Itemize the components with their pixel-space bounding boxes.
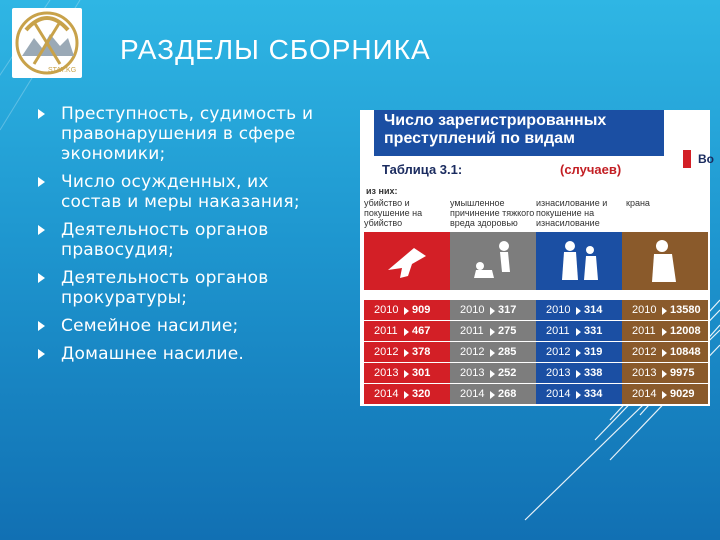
- table-row: [364, 384, 450, 404]
- row-arrow-icon: [662, 370, 667, 378]
- row-value: 317: [498, 304, 517, 316]
- row-value: 252: [498, 367, 517, 379]
- row-year: 2011: [632, 325, 656, 337]
- table-row: [536, 300, 622, 320]
- table-row: [450, 321, 536, 341]
- row-year: 2012: [460, 346, 485, 358]
- row-year: 2010: [546, 304, 571, 316]
- row-value: 331: [584, 325, 603, 337]
- row-value: 338: [584, 367, 603, 379]
- table-row: [622, 342, 708, 362]
- bullet-arrow-icon: [38, 225, 45, 235]
- row-arrow-icon: [404, 370, 409, 378]
- bullet-item: Деятельность органов прокуратуры;: [34, 268, 324, 308]
- table-row: [450, 384, 536, 404]
- table-row: [536, 342, 622, 362]
- table-row: [536, 384, 622, 404]
- row-arrow-icon: [576, 349, 581, 357]
- legend-text: Во: [698, 152, 714, 166]
- row-value: 10848: [670, 346, 701, 358]
- row-value: 9029: [670, 388, 695, 400]
- column-label: умышленное причинение тяжкого вреда здоровью: [450, 198, 535, 228]
- row-value: 314: [584, 304, 603, 316]
- row-arrow-icon: [490, 391, 495, 399]
- row-year: 2012: [374, 346, 399, 358]
- table-row: [622, 384, 708, 404]
- table-row: [364, 363, 450, 383]
- assault-icon: [450, 232, 536, 290]
- row-arrow-icon: [662, 391, 667, 399]
- table-row: [364, 342, 450, 362]
- column-label: изнасилование и покушение на изнасилование: [536, 198, 608, 228]
- row-arrow-icon: [662, 349, 667, 357]
- bullet-arrow-icon: [38, 321, 45, 331]
- table-row: [364, 300, 450, 320]
- column-label: крана: [626, 198, 650, 208]
- row-value: 13580: [670, 304, 701, 316]
- row-year: 2014: [632, 388, 657, 400]
- row-year: 2012: [546, 346, 571, 358]
- table-heading: Число зарегистрированных преступлений по видам: [384, 112, 607, 147]
- row-year: 2010: [460, 304, 485, 316]
- bullet-arrow-icon: [38, 109, 45, 119]
- row-value: 334: [584, 388, 603, 400]
- row-arrow-icon: [490, 307, 495, 315]
- column-label: убийство и покушение на убийство: [364, 198, 423, 228]
- row-year: 2013: [374, 367, 399, 379]
- table-row: [536, 363, 622, 383]
- row-year: 2011: [546, 325, 570, 337]
- row-arrow-icon: [576, 391, 581, 399]
- svg-text:STAT.KG: STAT.KG: [48, 67, 77, 74]
- row-year: 2014: [546, 388, 571, 400]
- row-value: 320: [412, 388, 431, 400]
- row-year: 2011: [374, 325, 398, 337]
- bullet-arrow-icon: [38, 177, 45, 187]
- table-caption: Таблица 3.1:: [382, 162, 463, 177]
- row-year: 2013: [546, 367, 571, 379]
- row-year: 2013: [460, 367, 485, 379]
- row-year: 2012: [632, 346, 657, 358]
- bullet-item: Деятельность органов правосудия;: [34, 220, 324, 260]
- table-column: [536, 232, 622, 406]
- bullet-item: Преступность, судимость и правонарушения в сфере экономики;: [34, 104, 324, 164]
- theft-icon: [622, 232, 708, 290]
- row-year: 2010: [632, 304, 657, 316]
- crime-table-image: [360, 110, 714, 406]
- row-year: 2010: [374, 304, 399, 316]
- rape-icon: [536, 232, 622, 290]
- row-arrow-icon: [490, 349, 495, 357]
- legend-swatch: [683, 150, 691, 168]
- bullet-item: Домашнее насилие.: [34, 344, 324, 364]
- bullet-arrow-icon: [38, 273, 45, 283]
- row-arrow-icon: [576, 307, 581, 315]
- row-value: 9975: [670, 367, 695, 379]
- row-year: 2014: [374, 388, 399, 400]
- row-arrow-icon: [490, 370, 495, 378]
- table-unit: (случаев): [560, 162, 622, 177]
- row-arrow-icon: [404, 391, 409, 399]
- row-arrow-icon: [490, 328, 495, 336]
- table-column: [622, 232, 708, 406]
- row-value: 275: [498, 325, 517, 337]
- bullet-item: Семейное насилие;: [34, 316, 324, 336]
- bullet-arrow-icon: [38, 349, 45, 359]
- table-subheading: из них:: [366, 186, 398, 196]
- table-row: [450, 363, 536, 383]
- table-row: [622, 363, 708, 383]
- table-row: [622, 300, 708, 320]
- row-value: 378: [412, 346, 431, 358]
- row-value: 12008: [670, 325, 701, 337]
- row-year: 2011: [460, 325, 484, 337]
- table-row: [622, 321, 708, 341]
- row-value: 909: [412, 304, 431, 316]
- row-arrow-icon: [576, 328, 581, 336]
- table-row: [364, 321, 450, 341]
- row-value: 301: [412, 367, 431, 379]
- row-value: 268: [498, 388, 517, 400]
- row-arrow-icon: [662, 307, 667, 315]
- table-column: [364, 232, 450, 406]
- table-row: [450, 300, 536, 320]
- bullet-list: [34, 104, 324, 372]
- row-arrow-icon: [404, 349, 409, 357]
- stat-kg-logo: [12, 8, 82, 78]
- table-column: [450, 232, 536, 406]
- slide-title: РАЗДЕЛЫ СБОРНИКА: [120, 34, 431, 65]
- row-arrow-icon: [404, 307, 409, 315]
- row-arrow-icon: [662, 328, 667, 336]
- row-arrow-icon: [404, 328, 409, 336]
- row-value: 467: [412, 325, 431, 337]
- row-value: 285: [498, 346, 517, 358]
- row-value: 319: [584, 346, 603, 358]
- logo-icon: [12, 8, 82, 78]
- table-row: [536, 321, 622, 341]
- row-arrow-icon: [576, 370, 581, 378]
- row-year: 2014: [460, 388, 485, 400]
- gun-icon: [364, 232, 450, 290]
- table-row: [450, 342, 536, 362]
- row-year: 2013: [632, 367, 657, 379]
- bullet-item: Число осужденных, их состав и меры наказания;: [34, 172, 324, 212]
